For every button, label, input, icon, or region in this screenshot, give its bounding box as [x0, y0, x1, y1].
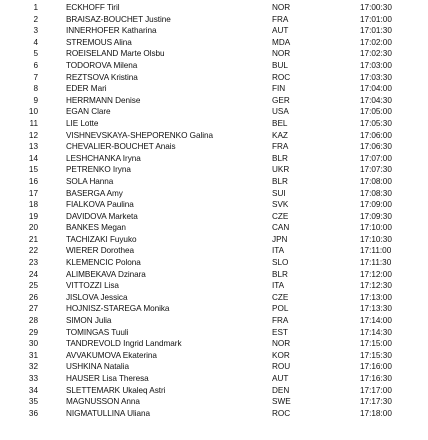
athlete-last-name: NIGMATULLINA — [66, 408, 125, 418]
athlete-first-name: Julia — [94, 316, 112, 326]
start-list-row — [0, 385, 428, 397]
bib-number: 15 — [28, 165, 38, 175]
bib-number: 27 — [28, 304, 38, 314]
nation-code: UKR — [272, 165, 290, 175]
athlete-last-name: TANDREVOLD — [66, 339, 121, 349]
athlete-name — [66, 25, 156, 37]
nation-code: SUI — [272, 188, 286, 198]
start-list-row — [0, 338, 428, 350]
start-time: 17:03:00 — [360, 60, 392, 70]
nation-code: USA — [272, 107, 289, 117]
athlete-last-name: AVVAKUMOVA — [66, 350, 121, 360]
start-list-row — [0, 327, 428, 339]
athlete-name — [66, 361, 129, 373]
athlete-last-name: VITTOZZI — [66, 281, 102, 291]
start-list-row — [0, 199, 428, 211]
nation-code: ROC — [272, 72, 291, 82]
bib-number: 11 — [29, 118, 38, 128]
start-list-row — [0, 257, 428, 269]
start-list-row — [0, 303, 428, 315]
start-list-row — [0, 408, 428, 420]
start-list-row — [0, 164, 428, 176]
nation-code: SVK — [272, 200, 289, 210]
athlete-last-name: ALIMBEKAVA — [66, 269, 116, 279]
nation-code: EST — [272, 327, 288, 337]
athlete-name — [66, 83, 107, 95]
bib-number: 17 — [28, 188, 38, 198]
start-time: 17:01:00 — [360, 14, 392, 24]
athlete-first-name: Ingrid Landmark — [123, 339, 182, 349]
start-time: 17:09:00 — [360, 200, 392, 210]
bib-number: 29 — [28, 327, 38, 337]
nation-code: NOR — [272, 3, 291, 12]
nation-code: BEL — [272, 118, 288, 128]
start-time: 17:08:30 — [360, 188, 392, 198]
bib-number: 5 — [33, 49, 38, 59]
nation-code: BLR — [272, 153, 288, 163]
athlete-last-name: VISHNEVSKAYA-SHEPORENKO — [66, 130, 188, 140]
bib-number: 33 — [28, 374, 38, 383]
start-time: 17:12:00 — [360, 269, 392, 279]
athlete-name — [66, 48, 165, 60]
start-list-row — [0, 37, 428, 49]
athlete-first-name: Galina — [189, 130, 213, 140]
athlete-name — [66, 257, 141, 269]
start-list-row — [0, 141, 428, 153]
athlete-first-name: Paulina — [106, 200, 134, 210]
athlete-last-name: MAGNUSSON — [66, 397, 120, 407]
start-list-row — [0, 14, 428, 26]
athlete-first-name: Hanna — [89, 176, 114, 186]
nation-code: BUL — [272, 60, 288, 70]
nation-code: GER — [272, 95, 290, 105]
athlete-last-name: HOJNISZ-STAREGA — [66, 304, 142, 314]
start-time: 17:15:30 — [360, 350, 392, 360]
athlete-last-name: BANKES — [66, 223, 99, 233]
athlete-first-name: Natalia — [103, 362, 129, 372]
start-list-row — [0, 60, 428, 72]
start-list-row — [0, 280, 428, 292]
start-time: 17:12:30 — [360, 281, 392, 291]
start-time: 17:05:00 — [360, 107, 392, 117]
start-time: 17:00:30 — [360, 3, 392, 12]
bib-number: 23 — [28, 258, 38, 268]
bib-number: 18 — [28, 200, 38, 210]
start-time: 17:02:00 — [360, 37, 392, 47]
start-time: 17:17:00 — [360, 385, 392, 395]
athlete-last-name: LESHCHANKA — [66, 153, 121, 163]
athlete-first-name: Iryna — [112, 165, 131, 175]
athlete-first-name: Kristina — [110, 72, 138, 82]
athlete-last-name: TODOROVA — [66, 60, 112, 70]
nation-code: FRA — [272, 14, 289, 24]
athlete-name — [66, 222, 126, 234]
athlete-first-name: Dzinara — [117, 269, 146, 279]
athlete-last-name: WIERER — [66, 246, 99, 256]
bib-number: 22 — [28, 246, 38, 256]
bib-number: 25 — [28, 281, 38, 291]
bib-number: 10 — [28, 107, 38, 117]
athlete-first-name: Tuuli — [111, 327, 129, 337]
start-time: 17:09:30 — [360, 211, 392, 221]
athlete-last-name: DAVIDOVA — [66, 211, 107, 221]
start-time: 17:05:30 — [360, 118, 392, 128]
athlete-name — [66, 373, 149, 385]
athlete-name — [66, 188, 123, 200]
athlete-first-name: Milena — [113, 60, 138, 70]
athlete-first-name: Marketa — [108, 211, 138, 221]
nation-code: CZE — [272, 211, 289, 221]
athlete-first-name: Marte Olsbu — [120, 49, 165, 59]
athlete-name — [66, 303, 169, 315]
nation-code: FRA — [272, 142, 289, 152]
athlete-first-name: Anna — [121, 397, 140, 407]
bib-number: 12 — [28, 130, 38, 140]
bib-number: 36 — [28, 408, 38, 418]
nation-code: ROC — [272, 408, 291, 418]
start-list-row — [0, 2, 428, 14]
athlete-first-name: Ekaterina — [122, 350, 157, 360]
athlete-first-name: Mari — [90, 84, 107, 94]
athlete-first-name: Monika — [143, 304, 170, 314]
start-list-row — [0, 211, 428, 223]
athlete-first-name: Jessica — [100, 292, 128, 302]
start-time: 17:08:00 — [360, 176, 392, 186]
bib-number: 32 — [28, 362, 38, 372]
athlete-last-name: EDER — [66, 84, 89, 94]
start-list-row — [0, 234, 428, 246]
start-time: 17:13:30 — [360, 304, 392, 314]
athlete-last-name: CHEVALIER-BOUCHET — [66, 142, 154, 152]
bib-number: 7 — [33, 72, 38, 82]
athlete-name — [66, 130, 213, 142]
athlete-last-name: EGAN — [66, 107, 90, 117]
bib-number: 3 — [33, 26, 38, 36]
start-time: 17:14:00 — [360, 316, 392, 326]
athlete-first-name: Clare — [91, 107, 111, 117]
start-list-row — [0, 373, 428, 385]
start-time: 17:11:00 — [360, 246, 392, 256]
nation-code: FIN — [272, 84, 286, 94]
start-list-row — [0, 118, 428, 130]
start-list-row — [0, 130, 428, 142]
athlete-first-name: Denise — [115, 95, 141, 105]
athlete-name — [66, 164, 131, 176]
athlete-name — [66, 269, 146, 281]
start-list-row — [0, 350, 428, 362]
bib-number: 1 — [33, 3, 38, 12]
start-list-row — [0, 25, 428, 37]
nation-code: BLR — [272, 269, 288, 279]
nation-code: KOR — [272, 350, 290, 360]
bib-number: 30 — [28, 339, 38, 349]
athlete-first-name: Uliana — [127, 408, 151, 418]
athlete-name — [66, 211, 138, 223]
athlete-first-name: Dorothea — [100, 246, 134, 256]
nation-code: ITA — [272, 281, 285, 291]
nation-code: ITA — [272, 246, 285, 256]
athlete-first-name: Megan — [101, 223, 126, 233]
bib-number: 4 — [33, 37, 38, 47]
athlete-name — [66, 350, 157, 362]
start-list-row — [0, 222, 428, 234]
bib-number: 34 — [28, 385, 38, 395]
start-list-row — [0, 176, 428, 188]
athlete-first-name: Ukaleq Astri — [122, 385, 166, 395]
nation-code: AUT — [272, 374, 289, 383]
start-time: 17:17:30 — [360, 397, 392, 407]
bib-number: 28 — [28, 316, 38, 326]
athlete-last-name: BRAISAZ-BOUCHET — [66, 14, 143, 24]
athlete-last-name: HERRMANN — [66, 95, 113, 105]
nation-code: NOR — [272, 339, 291, 349]
nation-code: AUT — [272, 26, 289, 36]
nation-code: SWE — [272, 397, 291, 407]
start-list-row — [0, 396, 428, 408]
athlete-first-name: Anais — [155, 142, 176, 152]
start-list-row — [0, 153, 428, 165]
start-time: 17:07:30 — [360, 165, 392, 175]
athlete-name — [66, 292, 127, 304]
athlete-last-name: JISLOVA — [66, 292, 99, 302]
athlete-name — [66, 385, 165, 397]
start-list-row — [0, 245, 428, 257]
athlete-first-name: Lisa Theresa — [102, 374, 149, 383]
bib-number: 26 — [28, 292, 38, 302]
athlete-name — [66, 338, 182, 350]
start-list-row — [0, 72, 428, 84]
bib-number: 35 — [28, 397, 38, 407]
start-list-row — [0, 269, 428, 281]
nation-code: POL — [272, 304, 289, 314]
nation-code: KAZ — [272, 130, 288, 140]
start-time: 17:04:00 — [360, 84, 392, 94]
nation-code: DEN — [272, 385, 290, 395]
start-list-row — [0, 292, 428, 304]
athlete-last-name: INNERHOFER — [66, 26, 120, 36]
athlete-name — [66, 60, 137, 72]
nation-code: SLO — [272, 258, 289, 268]
start-time: 17:07:00 — [360, 153, 392, 163]
start-list-row — [0, 48, 428, 60]
athlete-name — [66, 141, 176, 153]
start-time: 17:06:30 — [360, 142, 392, 152]
start-time: 17:13:00 — [360, 292, 392, 302]
start-time: 17:10:00 — [360, 223, 392, 233]
athlete-name — [66, 95, 140, 107]
start-list-row — [0, 315, 428, 327]
athlete-first-name: Iryna — [122, 153, 141, 163]
start-time: 17:15:00 — [360, 339, 392, 349]
bib-number: 31 — [28, 350, 38, 360]
start-time: 17:06:00 — [360, 130, 392, 140]
start-list-row — [0, 106, 428, 118]
athlete-last-name: STREMOUS — [66, 37, 112, 47]
athlete-first-name: Tiril — [106, 3, 120, 12]
athlete-first-name: Fuyuko — [109, 234, 137, 244]
athlete-first-name: Justine — [145, 14, 171, 24]
athlete-name — [66, 327, 128, 339]
athlete-last-name: LIE — [66, 118, 79, 128]
athlete-name — [66, 396, 140, 408]
nation-code: CZE — [272, 292, 289, 302]
nation-code: JPN — [272, 234, 288, 244]
nation-code: CAN — [272, 223, 290, 233]
start-time: 17:16:00 — [360, 362, 392, 372]
start-list-row — [0, 95, 428, 107]
bib-number: 21 — [28, 234, 38, 244]
start-time: 17:16:30 — [360, 374, 392, 383]
start-list-row — [0, 83, 428, 95]
nation-code: ROU — [272, 362, 291, 372]
start-time: 17:02:30 — [360, 49, 392, 59]
athlete-first-name: Lotte — [80, 118, 99, 128]
athlete-last-name: SOLA — [66, 176, 88, 186]
athlete-name — [66, 199, 134, 211]
athlete-name — [66, 176, 113, 188]
athlete-last-name: BASERGA — [66, 188, 105, 198]
athlete-first-name: Lisa — [104, 281, 119, 291]
athlete-last-name: TACHIZAKI — [66, 234, 108, 244]
bib-number: 2 — [33, 14, 38, 24]
start-time: 17:01:30 — [360, 26, 392, 36]
athlete-name — [66, 280, 119, 292]
start-list-row — [0, 188, 428, 200]
start-time: 17:10:30 — [360, 234, 392, 244]
start-time: 17:14:30 — [360, 327, 392, 337]
athlete-last-name: USHKINA — [66, 362, 102, 372]
athlete-last-name: HAUSER — [66, 374, 100, 383]
athlete-last-name: FIALKOVA — [66, 200, 105, 210]
bib-number: 14 — [28, 153, 38, 163]
athlete-name — [66, 408, 150, 420]
athlete-last-name: TOMINGAS — [66, 327, 110, 337]
bib-number: 20 — [28, 223, 38, 233]
bib-number: 13 — [28, 142, 38, 152]
start-list — [0, 2, 428, 419]
athlete-first-name: Katharina — [121, 26, 157, 36]
nation-code: BLR — [272, 176, 288, 186]
bib-number: 8 — [33, 84, 38, 94]
start-time: 17:18:00 — [360, 408, 392, 418]
bib-number: 24 — [28, 269, 38, 279]
athlete-last-name: SIMON — [66, 316, 93, 326]
bib-number: 19 — [28, 211, 38, 221]
start-time: 17:04:30 — [360, 95, 392, 105]
athlete-last-name: ECKHOFF — [66, 3, 105, 12]
athlete-last-name: PETRENKO — [66, 165, 111, 175]
athlete-name — [66, 106, 111, 118]
bib-number: 16 — [28, 176, 38, 186]
start-time: 17:03:30 — [360, 72, 392, 82]
athlete-first-name: Polona — [115, 258, 141, 268]
nation-code: FRA — [272, 316, 289, 326]
athlete-first-name: Amy — [106, 188, 123, 198]
athlete-last-name: KLEMENCIC — [66, 258, 114, 268]
athlete-name — [66, 234, 137, 246]
athlete-name — [66, 37, 132, 49]
athlete-name — [66, 245, 134, 257]
nation-code: NOR — [272, 49, 291, 59]
athlete-name — [66, 153, 141, 165]
athlete-name — [66, 14, 171, 26]
nation-code: MDA — [272, 37, 291, 47]
bib-number: 9 — [33, 95, 38, 105]
athlete-name — [66, 72, 138, 84]
bib-number: 6 — [33, 60, 38, 70]
athlete-name — [66, 118, 98, 130]
start-time: 17:11:30 — [360, 258, 392, 268]
athlete-name — [66, 315, 111, 327]
start-list-row — [0, 361, 428, 373]
athlete-first-name: Alina — [113, 37, 132, 47]
athlete-last-name: SLETTEMARK — [66, 385, 121, 395]
athlete-last-name: REZTSOVA — [66, 72, 109, 82]
athlete-name — [66, 2, 120, 14]
athlete-last-name: ROEISELAND — [66, 49, 119, 59]
